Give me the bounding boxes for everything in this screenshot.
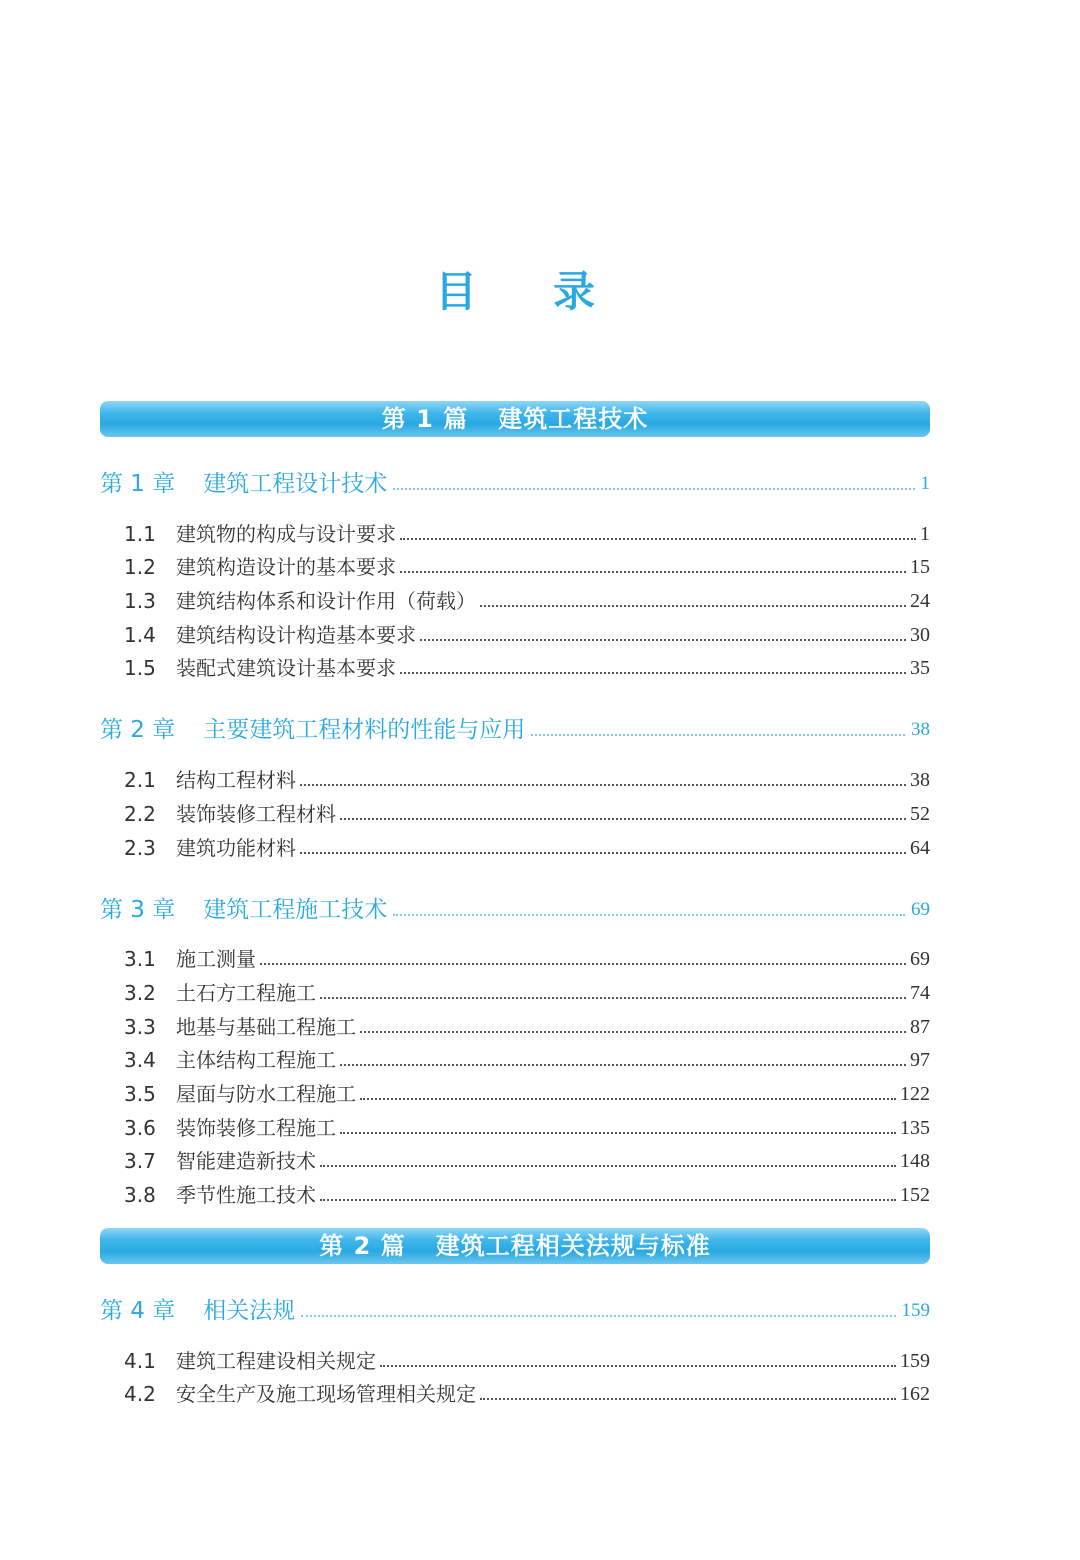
section-number: 3.1 xyxy=(124,947,156,972)
part-banner-1[interactable] xyxy=(100,401,930,437)
section-number: 4.2 xyxy=(124,1382,156,1407)
section-entry-2-1[interactable] xyxy=(100,761,930,795)
part-title: 建筑工程技术 xyxy=(498,405,649,433)
chapter-title: 建筑工程施工技术 xyxy=(203,896,388,923)
part-title: 建筑工程相关法规与标准 xyxy=(435,1232,711,1260)
section-page-number: 87 xyxy=(910,1015,930,1038)
section-number: 2.3 xyxy=(124,835,156,860)
table-of-contents xyxy=(100,401,930,1409)
section-number: 1.4 xyxy=(124,622,156,647)
dot-leader xyxy=(340,1064,906,1066)
section-page-number: 135 xyxy=(900,1116,930,1139)
section-entry-2-3[interactable] xyxy=(100,829,930,863)
section-entry-3-2[interactable] xyxy=(100,974,930,1008)
chapter-entry-1[interactable] xyxy=(100,467,930,501)
section-number: 3.6 xyxy=(124,1115,156,1140)
section-entry-3-8[interactable] xyxy=(100,1176,930,1210)
section-page-number: 162 xyxy=(900,1383,930,1406)
chapter-number: 第 4 章 xyxy=(100,1298,176,1324)
section-title: 屋面与防水工程施工 xyxy=(176,1081,356,1106)
section-title: 建筑结构体系和设计作用（荷载） xyxy=(176,589,476,614)
section-entry-1-5[interactable] xyxy=(100,650,930,684)
section-title: 土石方工程施工 xyxy=(176,980,316,1005)
part-number: 第 2 篇 xyxy=(319,1232,406,1260)
section-number: 3.5 xyxy=(124,1081,156,1106)
chapter-title: 主要建筑工程材料的性能与应用 xyxy=(203,717,526,744)
dot-leader xyxy=(531,734,905,736)
section-title: 装饰装修工程材料 xyxy=(176,801,336,826)
chapter-number: 第 3 章 xyxy=(100,896,176,923)
section-title: 安全生产及施工现场管理相关规定 xyxy=(176,1382,476,1407)
dot-leader xyxy=(300,852,906,854)
page-title: 目录 xyxy=(434,267,671,316)
section-page-number: 52 xyxy=(910,802,930,825)
section-title: 建筑物的构成与设计要求 xyxy=(176,521,396,546)
section-page-number: 148 xyxy=(900,1150,930,1173)
section-page-number: 159 xyxy=(900,1349,930,1372)
section-entry-3-7[interactable] xyxy=(100,1143,930,1177)
chapter-page-number: 69 xyxy=(911,898,930,920)
chapter-entry-3[interactable] xyxy=(100,893,930,927)
part-spacer xyxy=(100,1210,930,1228)
dot-leader xyxy=(340,818,906,820)
dot-leader xyxy=(300,784,906,786)
section-entry-3-6[interactable] xyxy=(100,1109,930,1143)
section-page-number: 38 xyxy=(910,769,930,792)
chapter-page-number: 159 xyxy=(901,1300,930,1321)
dot-leader xyxy=(393,488,914,490)
section-page-number: 24 xyxy=(910,590,930,613)
section-page-number: 35 xyxy=(910,657,930,680)
section-page-number: 122 xyxy=(900,1082,930,1105)
part-banner-2[interactable] xyxy=(100,1228,930,1264)
section-page-number: 30 xyxy=(910,623,930,646)
section-title: 结构工程材料 xyxy=(176,768,296,793)
part-number: 第 1 篇 xyxy=(381,405,469,433)
chapter-title: 建筑工程设计技术 xyxy=(203,471,388,497)
dot-leader xyxy=(380,1365,896,1367)
section-number: 1.1 xyxy=(124,521,156,546)
section-title: 建筑工程建设相关规定 xyxy=(176,1348,376,1373)
section-page-number: 1 xyxy=(920,522,930,545)
chapter-page-number: 38 xyxy=(911,719,930,741)
section-title: 装饰装修工程施工 xyxy=(176,1115,336,1140)
section-title: 季节性施工技术 xyxy=(176,1183,316,1207)
section-entry-4-2[interactable] xyxy=(100,1376,930,1410)
chapter-number: 第 1 章 xyxy=(100,471,176,497)
dot-leader xyxy=(360,1031,906,1033)
section-entry-2-2[interactable] xyxy=(100,795,930,829)
section-number: 1.2 xyxy=(124,555,156,580)
chapter-page-number: 1 xyxy=(920,473,930,494)
dot-leader xyxy=(480,605,906,607)
section-page-number: 152 xyxy=(900,1184,930,1206)
dot-leader xyxy=(320,997,906,999)
dot-leader xyxy=(400,538,916,540)
chapter-entry-2[interactable] xyxy=(100,713,930,747)
section-entry-3-4[interactable] xyxy=(100,1042,930,1076)
section-entry-3-3[interactable] xyxy=(100,1008,930,1042)
section-title: 装配式建筑设计基本要求 xyxy=(176,656,396,681)
dot-leader xyxy=(400,672,906,674)
section-title: 智能建造新技术 xyxy=(176,1149,316,1174)
section-number: 4.1 xyxy=(124,1348,156,1373)
section-page-number: 97 xyxy=(910,1049,930,1072)
section-number: 3.3 xyxy=(124,1014,156,1039)
section-page-number: 74 xyxy=(910,981,930,1004)
section-entry-1-3[interactable] xyxy=(100,582,930,616)
section-number: 3.2 xyxy=(124,980,156,1005)
section-number: 3.7 xyxy=(124,1149,156,1174)
dot-leader xyxy=(400,571,906,573)
section-number: 1.5 xyxy=(124,656,156,681)
section-title: 建筑结构设计构造基本要求 xyxy=(176,622,416,647)
dot-leader xyxy=(340,1132,896,1134)
dot-leader xyxy=(360,1098,896,1100)
section-entry-4-1[interactable] xyxy=(100,1342,930,1376)
section-page-number: 69 xyxy=(910,948,930,971)
section-title: 主体结构工程施工 xyxy=(176,1048,336,1073)
section-number: 1.3 xyxy=(124,589,156,614)
section-entry-1-2[interactable] xyxy=(100,549,930,583)
dot-leader xyxy=(301,1315,895,1317)
dot-leader xyxy=(393,914,905,916)
chapter-title: 相关法规 xyxy=(203,1298,296,1324)
chapter-entry-4[interactable] xyxy=(100,1294,930,1328)
section-title: 施工测量 xyxy=(176,947,256,972)
section-number: 3.8 xyxy=(124,1183,156,1207)
section-number: 2.2 xyxy=(124,801,156,826)
section-entry-3-1[interactable] xyxy=(100,941,930,975)
section-entry-1-4[interactable] xyxy=(100,616,930,650)
dot-leader xyxy=(320,1199,896,1201)
dot-leader xyxy=(320,1165,896,1167)
section-number: 3.4 xyxy=(124,1048,156,1073)
section-number: 2.1 xyxy=(124,768,156,793)
dot-leader xyxy=(420,639,906,641)
dot-leader xyxy=(480,1398,896,1400)
section-title: 建筑功能材料 xyxy=(176,835,296,860)
section-page-number: 15 xyxy=(910,556,930,579)
dot-leader xyxy=(260,963,906,965)
section-title: 建筑构造设计的基本要求 xyxy=(176,555,396,580)
section-entry-3-5[interactable] xyxy=(100,1075,930,1109)
section-page-number: 64 xyxy=(910,836,930,859)
section-title: 地基与基础工程施工 xyxy=(176,1014,356,1039)
chapter-number: 第 2 章 xyxy=(100,717,176,744)
section-entry-1-1[interactable] xyxy=(100,515,930,549)
